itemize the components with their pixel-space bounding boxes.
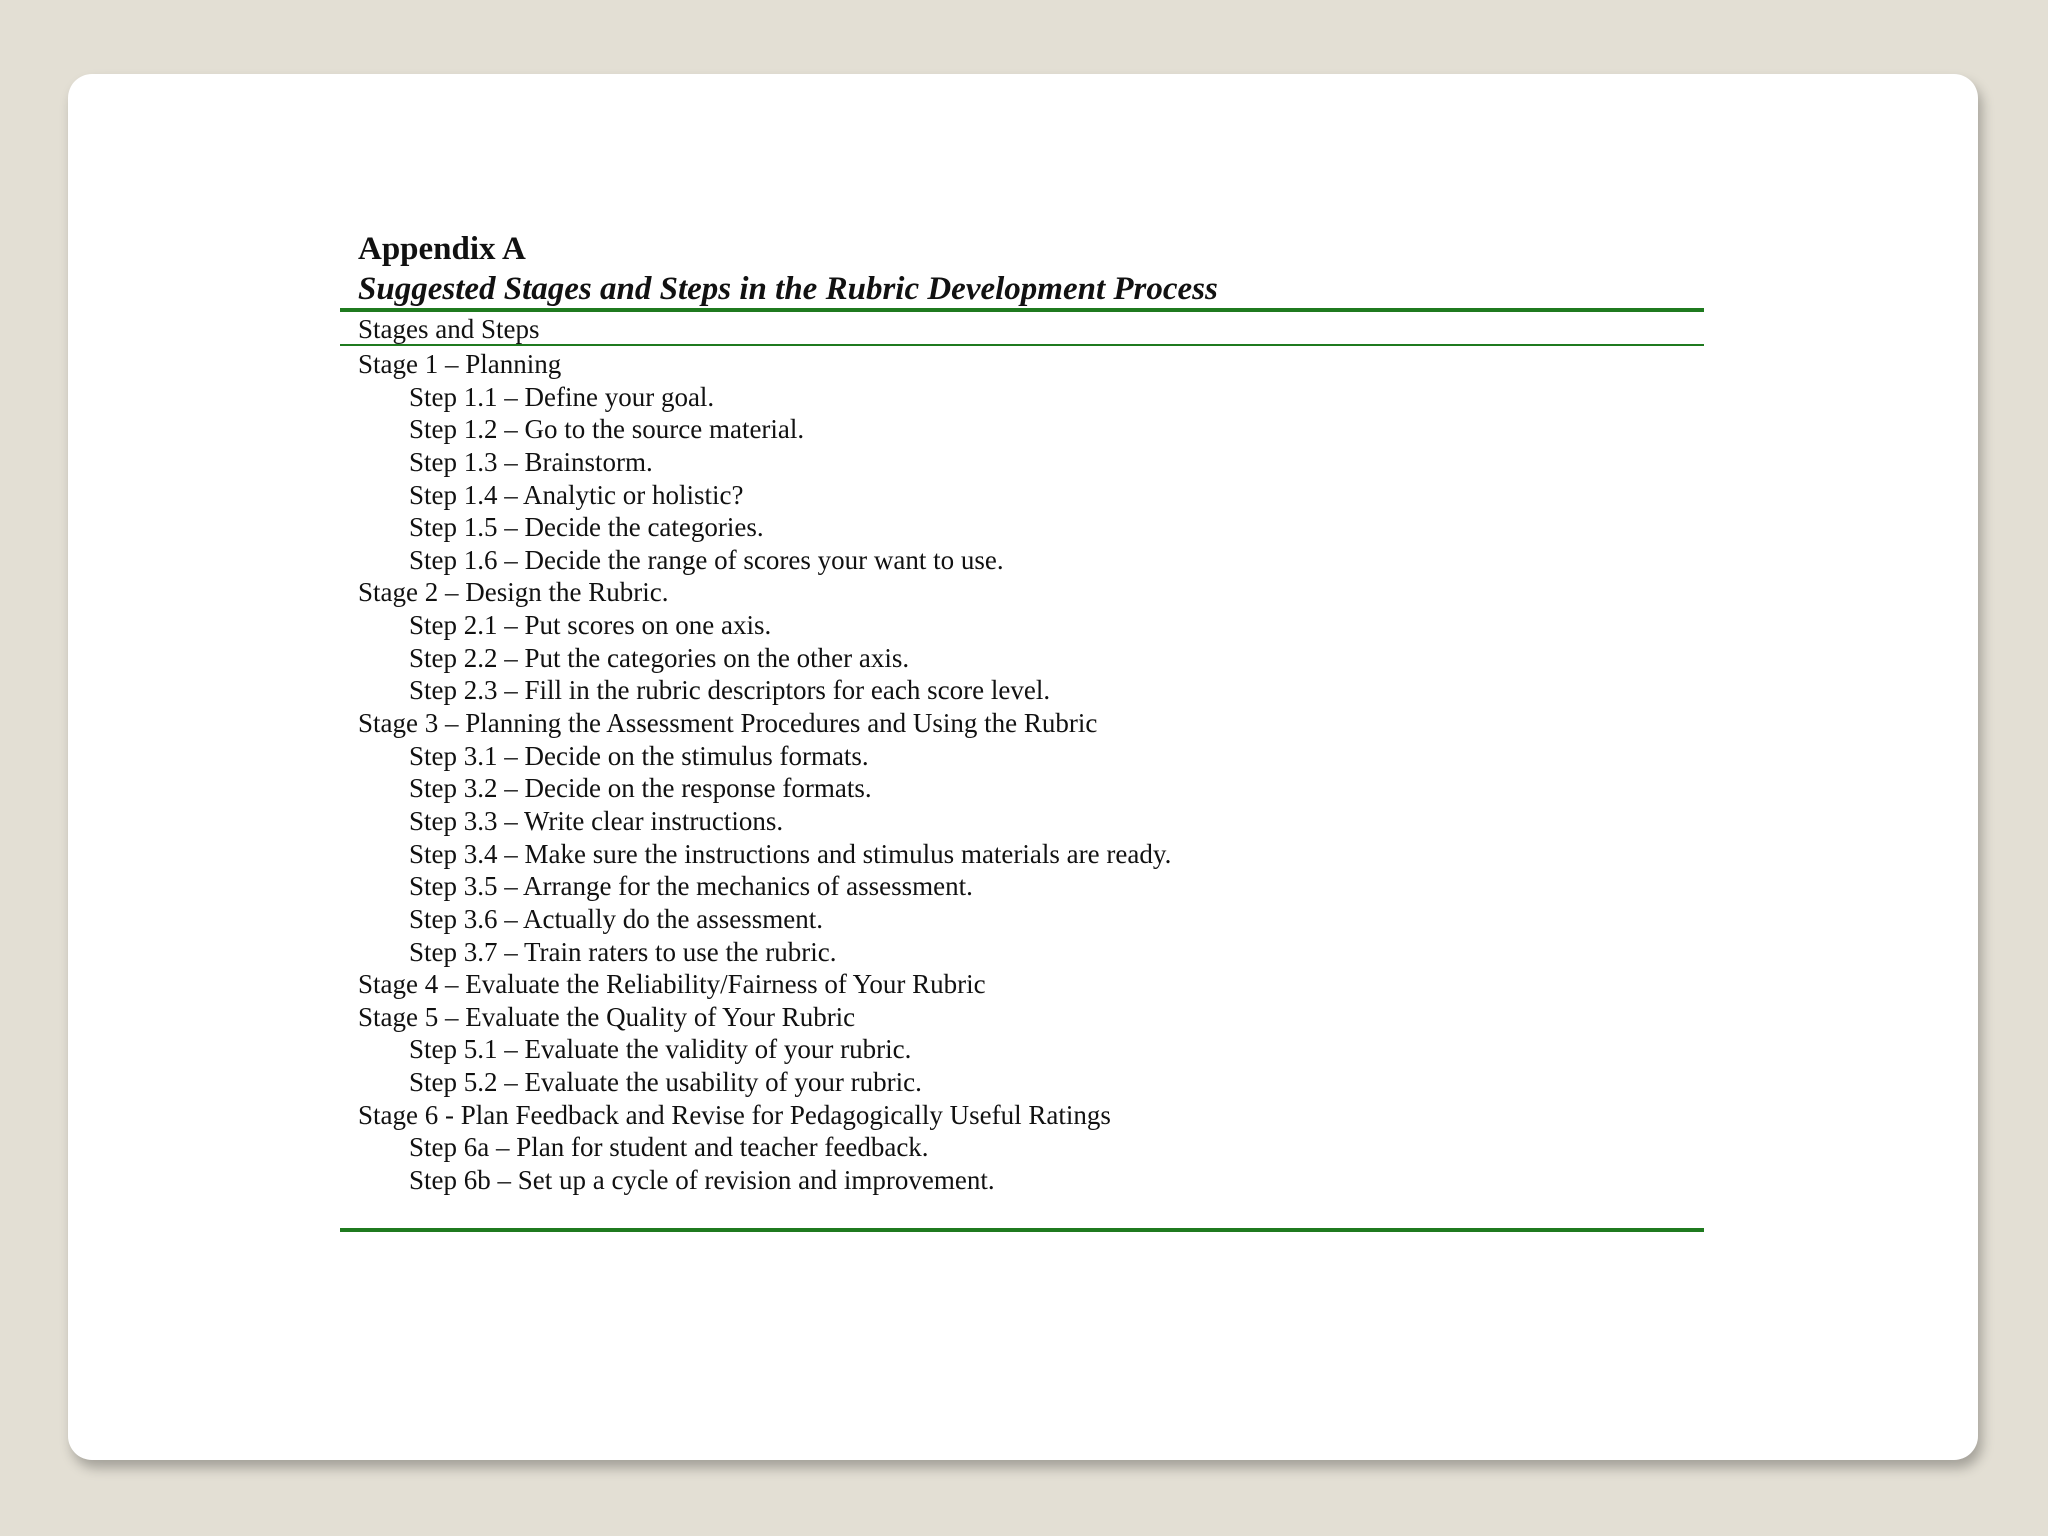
step-item: Step 3.2 – Decide on the response formats. bbox=[409, 773, 872, 804]
step-item: Step 3.3 – Write clear instructions. bbox=[409, 805, 784, 836]
stages-steps-list bbox=[358, 348, 1171, 1197]
step-item: Step 3.6 – Actually do the assessment. bbox=[409, 903, 823, 934]
step-item: Step 1.5 – Decide the categories. bbox=[409, 512, 764, 543]
table-header: Stages and Steps bbox=[358, 314, 540, 344]
stage-item: Stage 4 – Evaluate the Reliability/Fairness of Your Rubric bbox=[358, 969, 986, 1000]
step-item: Step 2.1 – Put scores on one axis. bbox=[409, 610, 772, 641]
stage-item: Stage 6 - Plan Feedback and Revise for Pedagogically Useful Ratings bbox=[358, 1099, 1111, 1130]
appendix-subtitle: Suggested Stages and Steps in the Rubric Development Process bbox=[358, 271, 1218, 307]
step-item: Step 2.3 – Fill in the rubric descriptors for each score level. bbox=[409, 675, 1051, 706]
step-item: Step 6b – Set up a cycle of revision and improvement. bbox=[409, 1165, 995, 1196]
stage-item: Stage 2 – Design the Rubric. bbox=[358, 577, 669, 608]
step-item: Step 2.2 – Put the categories on the other axis. bbox=[409, 642, 910, 673]
stage-item: Stage 5 – Evaluate the Quality of Your Rubric bbox=[358, 1001, 856, 1032]
step-item: Step 5.1 – Evaluate the validity of your rubric. bbox=[409, 1034, 912, 1065]
table-header-rule bbox=[340, 344, 1704, 346]
step-item: Step 5.2 – Evaluate the usability of your rubric. bbox=[409, 1067, 922, 1098]
step-item: Step 1.6 – Decide the range of scores your want to use. bbox=[409, 544, 1004, 575]
step-item: Step 3.5 – Arrange for the mechanics of assessment. bbox=[409, 871, 973, 902]
stage-item: Stage 3 – Planning the Assessment Procedures and Using the Rubric bbox=[358, 708, 1098, 739]
appendix-title: Appendix A bbox=[358, 231, 526, 267]
step-item: Step 3.1 – Decide on the stimulus formats. bbox=[409, 740, 869, 771]
table-bottom-rule bbox=[340, 1228, 1704, 1232]
step-item: Step 1.1 – Define your goal. bbox=[409, 381, 715, 412]
step-item: Step 3.7 – Train raters to use the rubric. bbox=[409, 936, 837, 967]
step-item: Step 6a – Plan for student and teacher feedback. bbox=[409, 1132, 929, 1163]
step-item: Step 1.2 – Go to the source material. bbox=[409, 414, 805, 445]
step-item: Step 3.4 – Make sure the instructions and stimulus materials are ready. bbox=[409, 838, 1172, 869]
step-item: Step 1.4 – Analytic or holistic? bbox=[409, 479, 744, 510]
table-top-rule bbox=[340, 308, 1704, 312]
stage-item: Stage 1 – Planning bbox=[358, 349, 562, 379]
step-item: Step 1.3 – Brainstorm. bbox=[409, 446, 653, 477]
